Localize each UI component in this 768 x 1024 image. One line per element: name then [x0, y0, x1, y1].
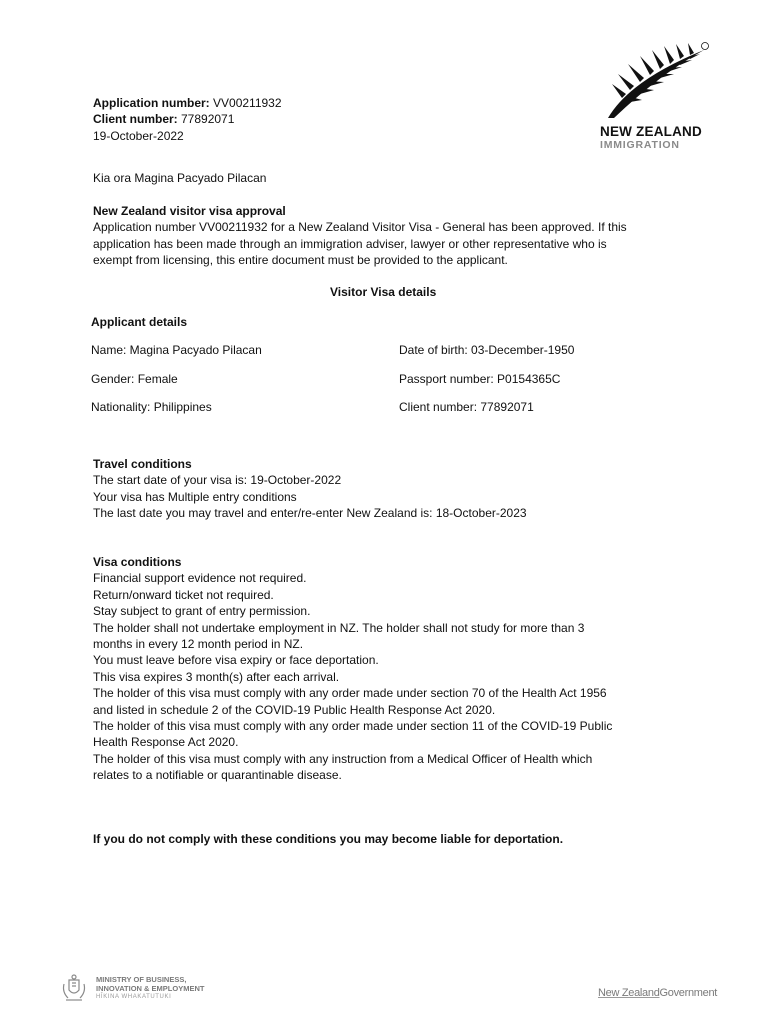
mbie-footer-logo — [60, 974, 204, 1004]
visa-condition-line: Stay subject to grant of entry permission. — [93, 604, 311, 619]
travel-condition-line: The start date of your visa is: 19-October-2022 — [93, 473, 342, 488]
application-number-line — [93, 95, 282, 111]
travel-conditions-heading: Travel conditions — [93, 457, 192, 471]
ministry-maori-name: HĪKINA WHAKATUTUKI — [96, 994, 172, 1001]
applicant-details-heading: Applicant details — [91, 315, 188, 329]
visa-conditions-heading: Visa conditions — [93, 555, 182, 569]
visa-condition-line: relates to a notifiable or quarantinable disease. — [93, 768, 342, 783]
deportation-warning: If you do not comply with these conditions you may become liable for deportation. — [93, 832, 564, 846]
applicant-nationality: Nationality: Philippines — [91, 400, 212, 414]
ministry-name-line2: INNOVATION & EMPLOYMENT — [96, 983, 205, 993]
visa-condition-line: and listed in schedule 2 of the COVID-19 Public Health Response Act 2020. — [93, 702, 496, 717]
letter-date: 19-October-2022 — [93, 128, 184, 143]
visa-condition-line: Health Response Act 2020. — [93, 735, 239, 750]
ministry-name-line1: MINISTRY OF BUSINESS, — [96, 975, 187, 985]
visa-condition-line: months in every 12 month period in NZ. — [93, 637, 304, 652]
nz-government-logo — [598, 985, 717, 1001]
visa-condition-line: Return/onward ticket not required. — [93, 587, 274, 602]
client-number-value: 77892071 — [177, 112, 235, 127]
greeting: Kia ora Magina Pacyado Pilacan — [93, 171, 267, 185]
approval-line: application has been made through an immigration adviser, lawyer or other representative who is — [93, 236, 607, 251]
approval-line: exempt from licensing, this entire document must be provided to the applicant. — [93, 253, 508, 268]
approval-section — [93, 203, 693, 269]
nz-government-text-part2: Government — [659, 987, 718, 999]
applicant-dob: Date of birth: 03-December-1950 — [399, 343, 575, 357]
travel-condition-line: Your visa has Multiple entry conditions — [93, 489, 297, 504]
immigration-nz-logo — [600, 40, 720, 151]
visa-condition-line: You must leave before visa expiry or face deportation. — [93, 653, 379, 668]
visa-condition-line: The holder of this visa must comply with any order made under section 70 of the Health Act 1956 — [93, 686, 607, 701]
application-number-value: VV00211932 — [209, 96, 282, 110]
visa-condition-line: The holder of this visa must comply with any instruction from a Medical Officer of Health which — [93, 751, 593, 766]
approval-heading: New Zealand visitor visa approval — [93, 204, 286, 218]
applicant-gender: Gender: Female — [91, 372, 178, 386]
client-number-line — [93, 111, 282, 127]
logo-text-immigration: IMMIGRATION — [600, 139, 680, 152]
visa-condition-line: The holder shall not undertake employment in NZ. The holder shall not study for more than 3 — [93, 620, 585, 635]
applicant-name: Name: Magina Pacyado Pilacan — [91, 343, 262, 357]
travel-condition-line: The last date you may travel and enter/re-enter New Zealand is: 18-October-2023 — [93, 506, 527, 521]
approval-line: Application number VV00211932 for a New Zealand Visitor Visa - General has been approved. If this — [93, 220, 627, 235]
client-number-label: Client number: — [93, 112, 178, 127]
logo-text-new-zealand: NEW ZEALAND — [600, 124, 702, 140]
nz-government-text-part1: New Zealand — [598, 987, 660, 999]
travel-conditions-section — [93, 456, 693, 522]
header-block — [93, 95, 282, 144]
applicant-passport: Passport number: P0154365C — [399, 372, 561, 386]
silver-fern-icon — [600, 40, 710, 120]
visa-details-heading: Visitor Visa details — [330, 285, 437, 299]
applicant-client-number: Client number: 77892071 — [399, 400, 534, 414]
visa-condition-line: The holder of this visa must comply with any order made under section 11 of the COVID-19 Public — [93, 719, 613, 734]
visa-condition-line: Financial support evidence not required. — [93, 571, 307, 586]
visa-condition-line: This visa expires 3 month(s) after each arrival. — [93, 669, 340, 684]
visa-conditions-section — [93, 554, 713, 784]
application-number-label: Application number: — [93, 96, 210, 110]
coat-of-arms-icon — [60, 974, 88, 1004]
